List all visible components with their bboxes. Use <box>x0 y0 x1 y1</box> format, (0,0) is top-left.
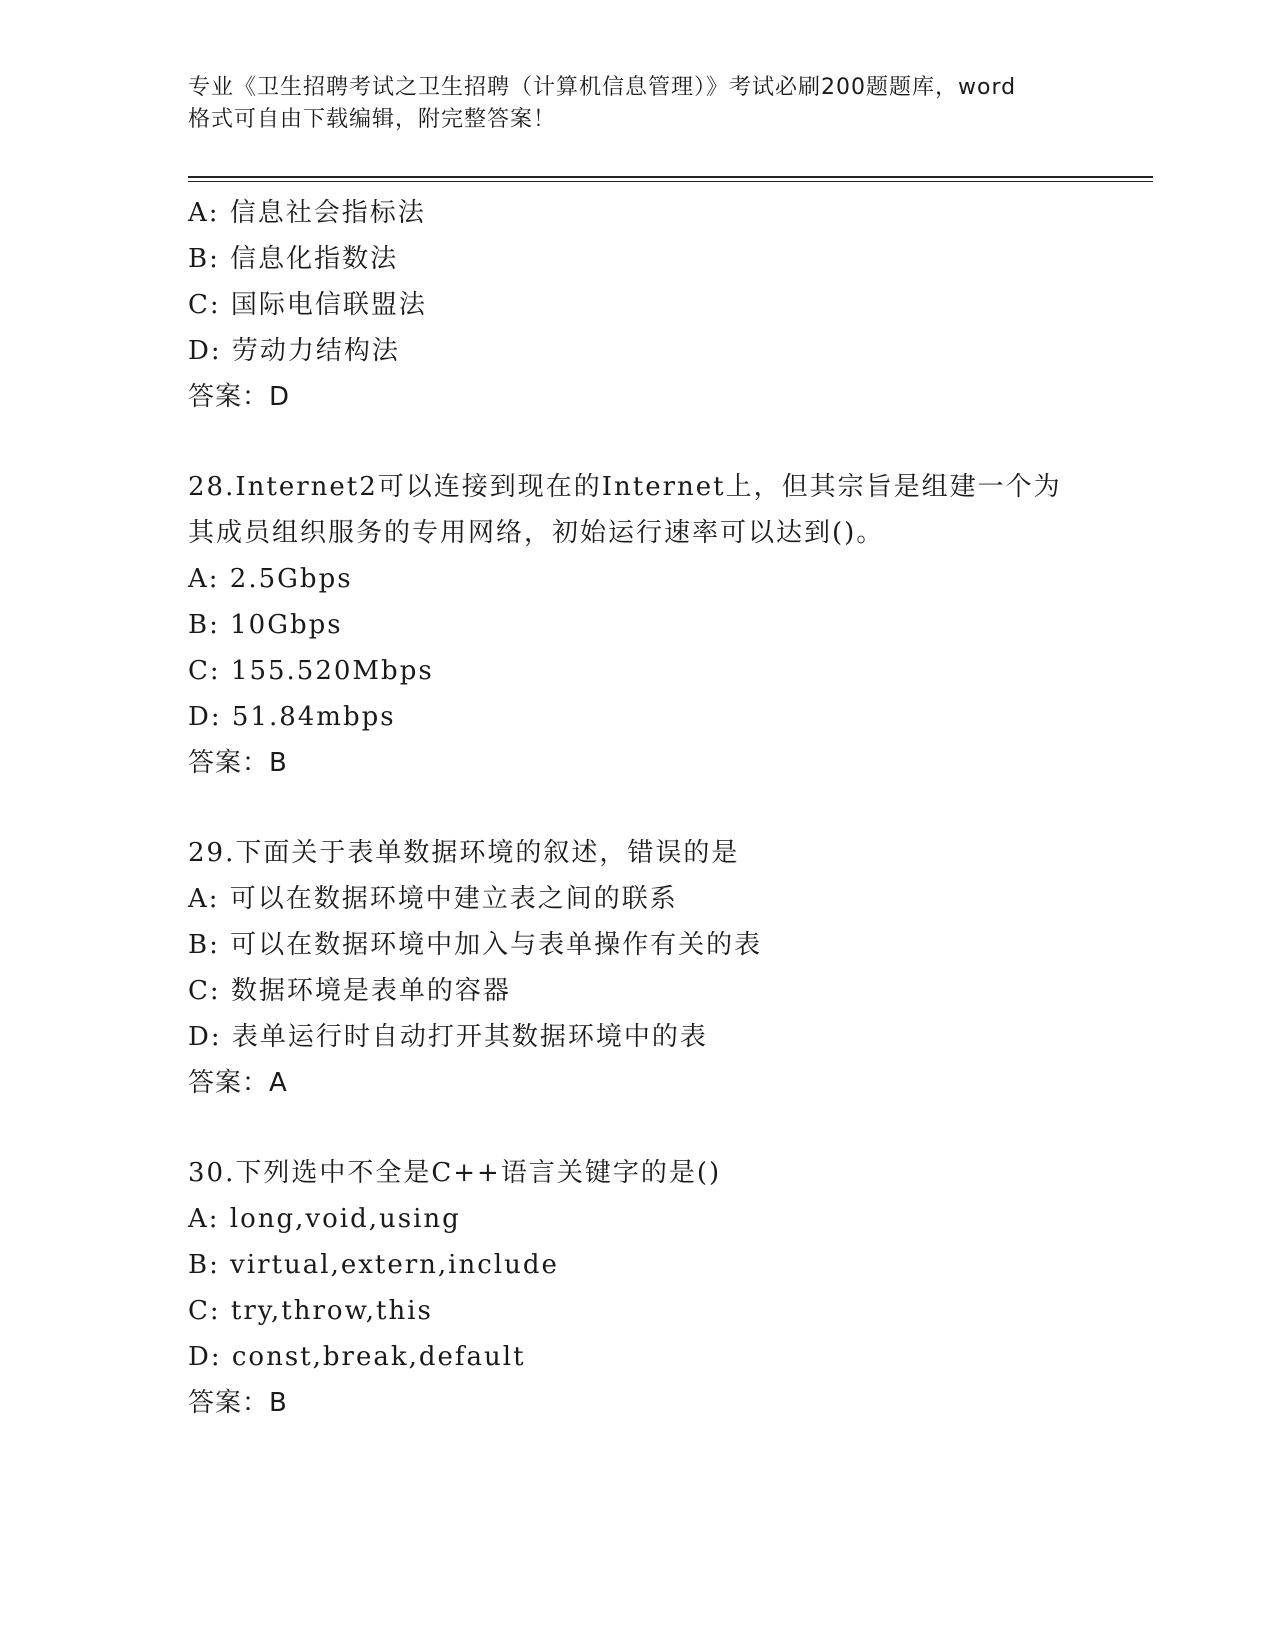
header-divider-bottom <box>188 181 1153 182</box>
header-line-1: 专业《卫生招聘考试之卫生招聘（计算机信息管理）》考试必刷200题题库，word <box>188 75 1017 100</box>
header-line-2: 格式可自由下载编辑，附完整答案！ <box>188 107 557 132</box>
question-text: 30.下列选中不全是C++语言关键字的是() <box>188 1158 722 1188</box>
question-28 <box>188 464 1148 786</box>
option-a: A: 2.5Gbps <box>188 564 353 594</box>
option-b: B: virtual,extern,include <box>188 1250 559 1280</box>
option-c: C: 数据环境是表单的容器 <box>188 976 511 1006</box>
answer: 答案：B <box>188 1388 288 1418</box>
option-c: C: 国际电信联盟法 <box>188 290 427 320</box>
question-text-line-2: 其成员组织服务的专用网络，初始运行速率可以达到()。 <box>188 518 885 548</box>
question-29 <box>188 830 1148 1106</box>
document-header <box>188 72 1088 136</box>
option-d: D: const,break,default <box>188 1342 526 1372</box>
option-d: D: 表单运行时自动打开其数据环境中的表 <box>188 1022 708 1052</box>
option-a: A: long,void,using <box>188 1204 461 1234</box>
option-b: B: 信息化指数法 <box>188 244 399 274</box>
option-b: B: 可以在数据环境中加入与表单操作有关的表 <box>188 930 763 960</box>
answer: 答案：B <box>188 748 288 778</box>
option-c: C: try,throw,this <box>188 1296 433 1326</box>
question-30 <box>188 1150 1148 1426</box>
answer: 答案：A <box>188 1068 288 1098</box>
option-d: D: 51.84mbps <box>188 702 396 732</box>
answer: 答案：D <box>188 382 291 412</box>
option-c: C: 155.520Mbps <box>188 656 434 686</box>
option-d: D: 劳动力结构法 <box>188 336 400 366</box>
question-text-line-1: 28.Internet2可以连接到现在的Internet上，但其宗旨是组建一个为 <box>188 472 1062 502</box>
question-27 <box>188 190 1148 420</box>
option-a: A: 可以在数据环境中建立表之间的联系 <box>188 884 678 914</box>
question-text: 29.下面关于表单数据环境的叙述，错误的是 <box>188 838 740 868</box>
question-list <box>188 190 1148 1426</box>
option-a: A: 信息社会指标法 <box>188 198 426 228</box>
option-b: B: 10Gbps <box>188 610 343 640</box>
header-divider-top <box>188 176 1153 178</box>
